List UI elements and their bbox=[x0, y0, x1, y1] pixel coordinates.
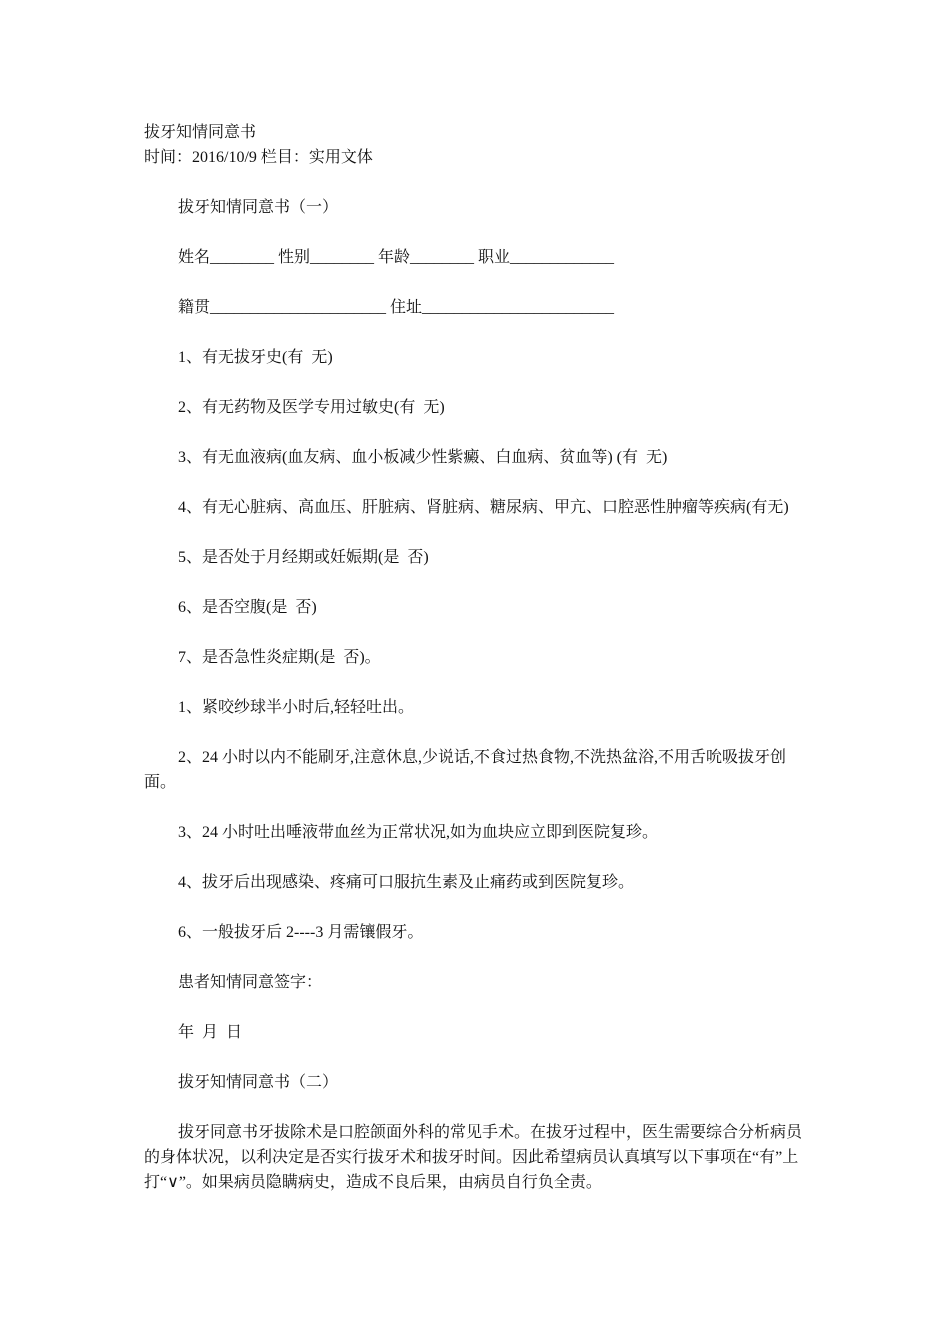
section-heading: 拔牙知情同意书（二） bbox=[178, 1074, 339, 1091]
document-body bbox=[144, 120, 810, 1195]
section-paragraph: 拔牙同意书牙拔除术是口腔颌面外科的常见手术。在拔牙过程中，医生需要综合分析病员的身体状况，以利决定是否实行拔牙术和拔牙时间。因此希望病员认真填写以下事项在“有”上打“∨”。如果病员隐瞒病史，造成不良后果，由病员自行负全责。 bbox=[144, 1124, 803, 1191]
document-title: 拔牙知情同意书 bbox=[144, 124, 257, 141]
question-item: 3、有无血液病(血友病、血小板减少性紫癜、白血病、贫血等) (有 无) bbox=[178, 449, 668, 466]
signature-line: 患者知情同意签字： bbox=[178, 974, 323, 991]
instruction-item: 1、紧咬纱球半小时后,轻轻吐出。 bbox=[178, 699, 415, 716]
form-fields-line: 姓名________ 性别________ 年龄________ 职业_____________ bbox=[178, 249, 615, 266]
question-item: 7、是否急性炎症期(是 否)。 bbox=[178, 649, 381, 666]
question-item: 1、有无拔牙史(有 无) bbox=[178, 349, 333, 366]
instruction-item: 2、24 小时以内不能刷牙,注意休息,少说话,不食过热食物,不洗热盆浴,不用舌吮吸拔牙创面。 bbox=[144, 749, 787, 791]
question-item: 6、是否空腹(是 否) bbox=[178, 599, 317, 616]
form-fields-line: 籍贯______________________ 住址________________________ bbox=[178, 299, 615, 316]
section-heading: 拔牙知情同意书（一） bbox=[178, 199, 339, 216]
instruction-item: 4、拔牙后出现感染、疼痛可口服抗生素及止痛药或到医院复珍。 bbox=[178, 874, 635, 891]
date-line: 年 月 日 bbox=[178, 1024, 243, 1041]
question-item: 2、有无药物及医学专用过敏史(有 无) bbox=[178, 399, 445, 416]
question-item: 5、是否处于月经期或妊娠期(是 否) bbox=[178, 549, 429, 566]
instruction-item: 3、24 小时吐出唾液带血丝为正常状况,如为血块应立即到医院复珍。 bbox=[178, 824, 659, 841]
instruction-item: 6、一般拔牙后 2----3 月需镶假牙。 bbox=[178, 924, 424, 941]
document-meta: 时间：2016/10/9 栏目：实用文体 bbox=[144, 149, 373, 166]
question-item: 4、有无心脏病、高血压、肝脏病、肾脏病、糖尿病、甲亢、口腔恶性肿瘤等疾病(有无) bbox=[178, 499, 789, 516]
